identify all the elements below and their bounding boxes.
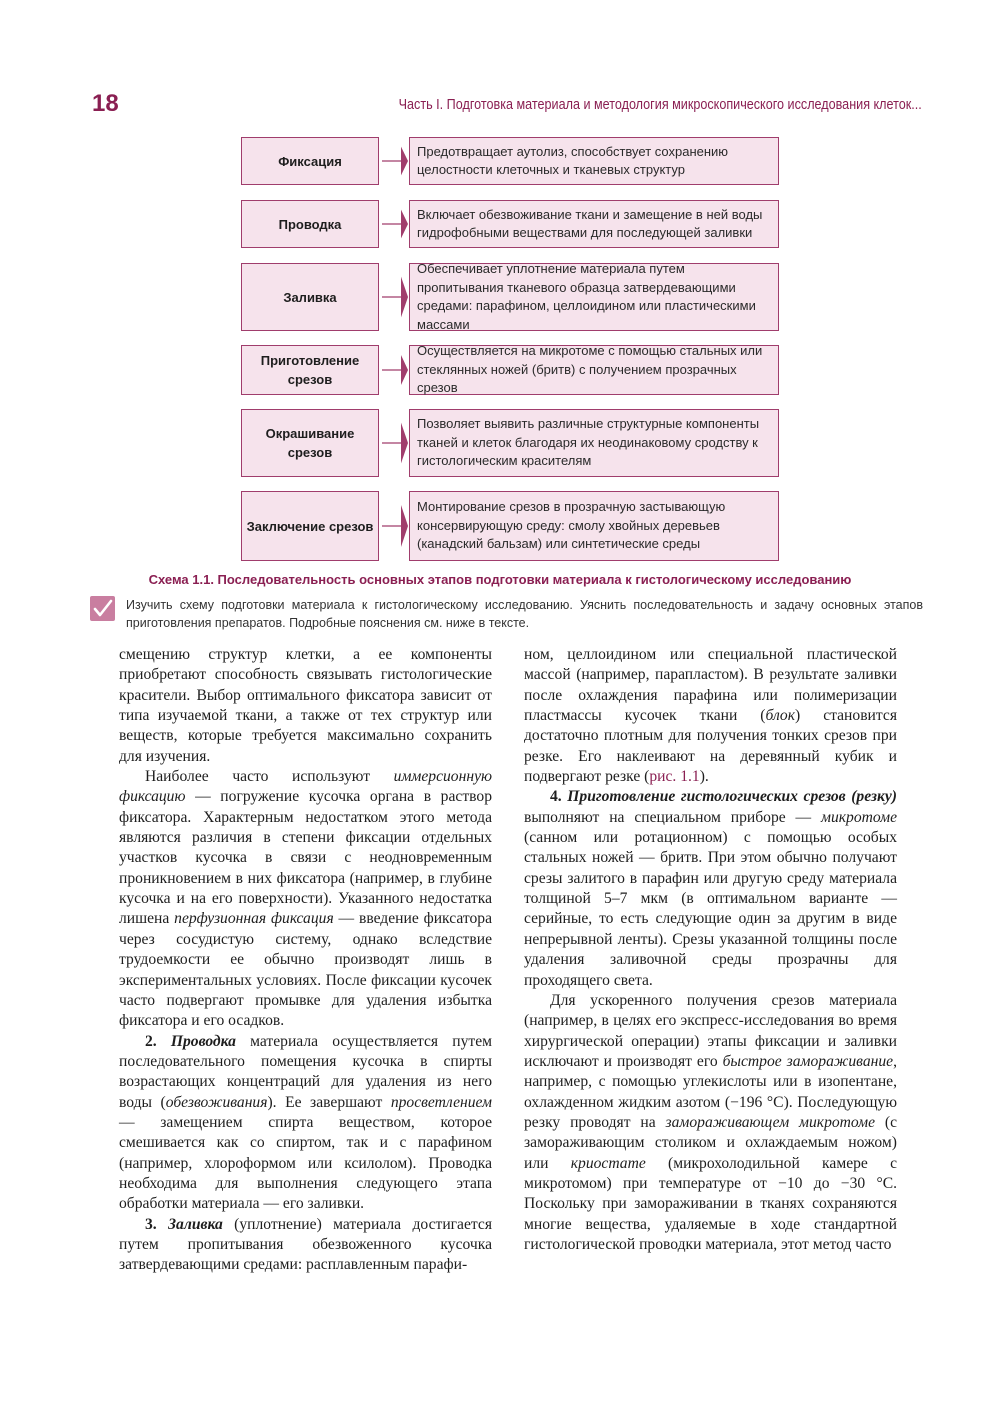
step-label: Проводка <box>241 200 379 248</box>
page-number: 18 <box>92 90 119 117</box>
arrow-right-icon <box>381 263 409 331</box>
step-description: Обеспечивает уплотнение материала путем пропитывания тканевого образца затвердевающими средами: парафином, целлоидином или пластическими массами <box>409 263 779 331</box>
step-description: Монтирование срезов в прозрачную застывающую консервирующую среду: смолу хвойных деревьев (канадский бальзам) или синтетические среды <box>409 491 779 561</box>
term: криостате <box>570 1154 646 1172</box>
step-label: Заливка <box>241 263 379 331</box>
scheme-step-processing <box>241 200 779 248</box>
running-head: Часть I. Подготовка материала и методология микроскопического исследования клеток... <box>398 96 922 113</box>
step-label: Приготовление срезов <box>241 345 379 395</box>
term: быстрое замораживание <box>722 1052 894 1070</box>
paragraph: Для ускоренного получения срезов материала (например, в целях его экспресс-исследования во время хирургической операции) этапы фиксации и заливки исключают и производят его быстрое замораживание, например, с помощью углекислоты или в изопентане, охлажденном жидким азотом (−196 °С). Последующую резку проводят на замораживающем микротоме (с замораживающим столиком и охлаждаемым ножом) или криостате (микрохолодильной камере с микротомом) при температуре от −10 до −30 °С. Поскольку при замораживании в тканях сохраняются многие вещества, удаляемые в ходе стандартной гистологической проводки материала, этот метод часто <box>524 991 898 1253</box>
arrow-right-icon <box>381 345 409 395</box>
paragraph: 3. Заливка (уплотнение) материала достигается путем пропитывания обезвоженного кусочка затвердевающими средами: расплавленным парафи- <box>119 1215 493 1274</box>
step-description: Позволяет выявить различные структурные компоненты тканей и клеток благодаря их неодинаковому сродству к гистологическим красителям <box>409 409 779 477</box>
step-description: Предотвращает аутолиз, способствует сохранению целостности клеточных и тканевых структур <box>409 137 779 185</box>
term: блок <box>765 707 796 725</box>
step-description: Включает обезвоживание ткани и замещение в ней воды гидрофобными веществами для последующей заливки <box>409 200 779 248</box>
paragraph: 2. Проводка материала осуществляется путем последовательного помещения кусочка в спирты возрастающих концентраций для удаления из него воды (обезвоживания). Ее завершают просветлением — замещением спирта веществом, которое смешивается как со спиртом, так и с парафином (например, хлороформом или ксилолом). Проводка необходима для выполнения следующего этапа обработки материала — его заливки. <box>119 1032 493 1213</box>
step-label: Окрашивание срезов <box>241 409 379 477</box>
scheme-caption: Схема 1.1. Последовательность основных этапов подготовки материала к гистологическому исследованию <box>148 572 852 587</box>
term: Приготовление гистологических срезов (резку) <box>567 788 898 806</box>
term: Заливка <box>168 1215 223 1233</box>
term: просветлением <box>390 1093 493 1111</box>
scheme-step-fixation <box>241 137 779 185</box>
figure-reference-link[interactable]: рис. 1.1 <box>649 768 700 786</box>
step-description: Осуществляется на микротоме с помощью стальных или стеклянных ножей (бритв) с получением прозрачных срезов <box>409 345 779 395</box>
term: Проводка <box>170 1032 236 1050</box>
checkmark-icon <box>90 596 115 621</box>
arrow-right-icon <box>381 137 409 185</box>
text-column-right <box>524 645 897 1255</box>
paragraph: 4. Приготовление гистологических срезов (резку) выполняют на специальном приборе — микротоме (санном или ротационном) с помощью особых стальных ножей — бритв. При этом обычно получают срезы залитого в парафин или другую среду материала толщиной 5–7 мкм (в оптимальном варианте — серийные, то есть следующие один за другим в виде непрерывной ленты). Срезы указанной толщины после удаления заливочной среды прозрачны для проходящего света. <box>524 788 898 989</box>
arrow-right-icon <box>381 491 409 561</box>
scheme-step-embedding <box>241 263 779 331</box>
scheme-step-sectioning <box>241 345 779 395</box>
paragraph: ном, целлоидином или специальной пластической массой (например, парапластом). В результате заливки после охлаждения парафина или полимеризации пластмассы кусочек ткани (блок) становится достаточно плотным для получения тонких срезов при резке. Его наклеивают на деревянный кубик и подвергают резке (рис. 1.1). <box>524 646 897 786</box>
paragraph: Наиболее часто используют иммерсионную фиксацию — погружение кусочка органа в раствор фиксатора. Характерным недостатком этого метода являются различия в степени фиксации отдельных участков кусочка в связи с неодновременным проникновением в них фиксатора (например, в глубине кусочка и на его поверхности). Указанного недостатка лишена перфузионная фиксация — введение фиксатора через сосудистую систему, однако вследствие трудоемкости ее обычно производят лишь в экспериментальных условиях. После фиксации кусочек часто подвергают промывке для удаления избытка фиксатора и его осадков. <box>119 768 492 1030</box>
scheme-step-staining <box>241 409 779 477</box>
task-text: Изучить схему подготовки материала к гистологическому исследованию. Уяснить последовательность и задачу основных этапов приготовления препаратов. Подробные пояснения см. ниже в тексте. <box>126 598 923 630</box>
step-label: Заключение срезов <box>241 491 379 561</box>
scheme-step-mounting <box>241 491 779 561</box>
term: перфузионная фиксация <box>174 910 334 928</box>
paragraph: смещению структур клетки, а ее компоненты приобретают способность связывать гистологические красители. Выбор оптимального фиксатора зависит от типа изучаемой ткани, а также от тех структур или веществ, которые требуется максимально сохранить для изучения. <box>119 646 492 765</box>
term: замораживающем микротоме <box>665 1113 876 1131</box>
step-label: Фиксация <box>241 137 379 185</box>
term: обезвоживания <box>165 1093 268 1111</box>
arrow-right-icon <box>381 200 409 248</box>
term: иммерсионную фиксацию <box>119 768 492 806</box>
arrow-right-icon <box>381 409 409 477</box>
scheme-diagram <box>241 137 779 561</box>
term: микротоме <box>821 808 897 826</box>
text-column-left <box>119 645 492 1276</box>
